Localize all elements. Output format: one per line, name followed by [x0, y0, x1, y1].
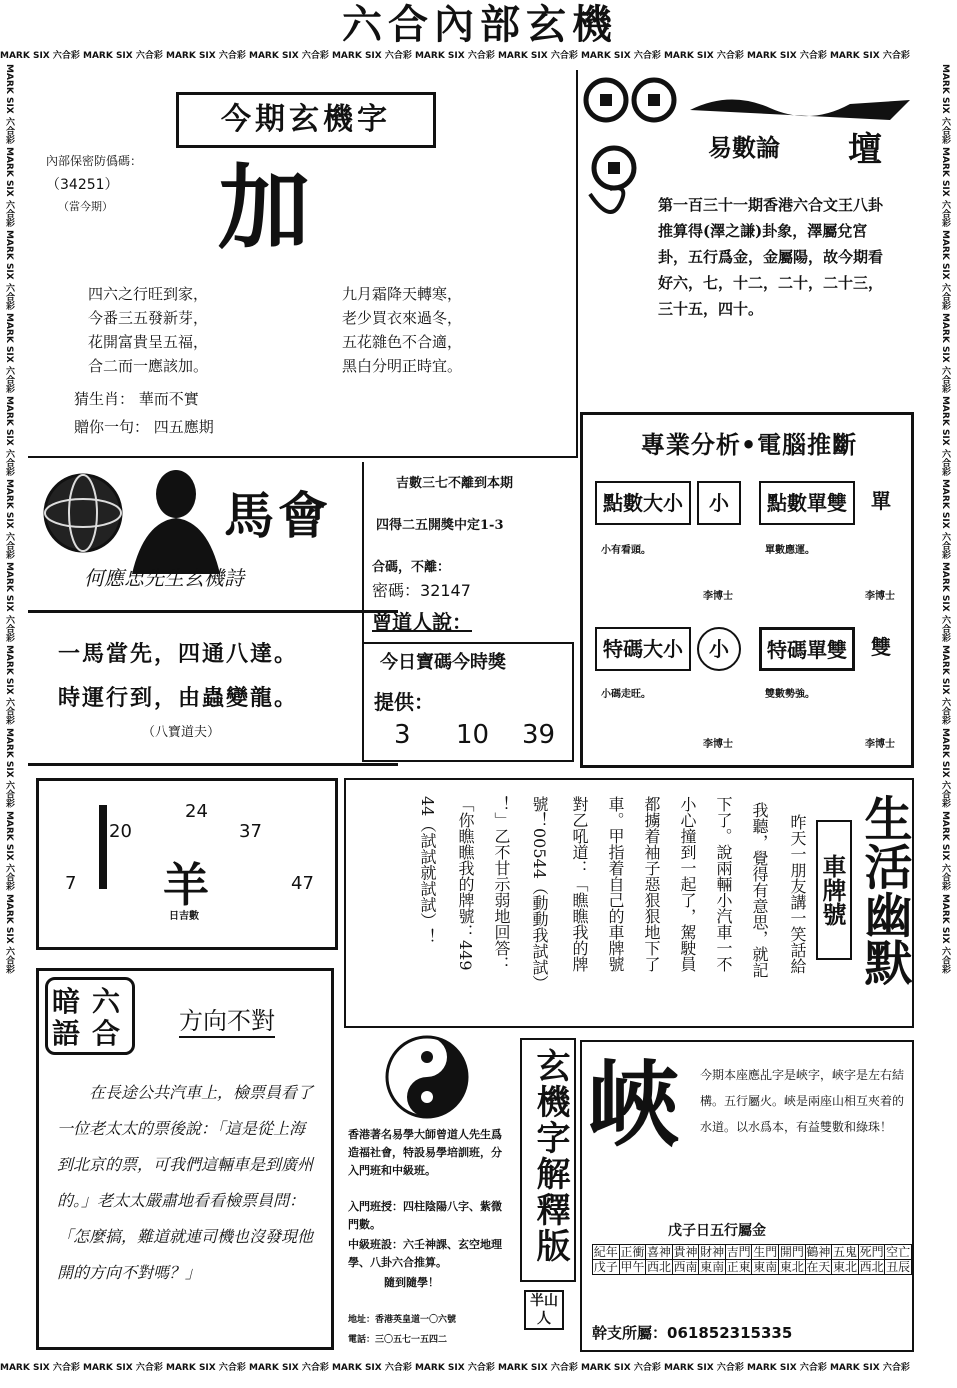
- humor-column: 對乙吼道：「瞧瞧我的牌: [570, 796, 589, 972]
- humor-panel: [344, 778, 914, 1028]
- gift-label: 贈你一句：: [74, 418, 150, 436]
- daily-caption: 日吉數: [169, 911, 199, 922]
- anyu-text: 在長途公共汽車上，檢票員看了一位老太太的票後說：「這是從上海到北京的票，可我們這輛車是到廣州的。」老太太嚴肅地看看檢票員問：「怎麼搞，難道就連司機也沒發現他開的方向不對嗎？」: [57, 1083, 314, 1282]
- wuxing-col-head: 空亡: [886, 1245, 911, 1259]
- ganzhi-label: 幹支所屬：: [592, 1324, 668, 1342]
- anyu-panel: [36, 968, 334, 1350]
- wuxing-col-head: 貴神: [673, 1245, 698, 1259]
- provide-number: 39: [522, 720, 556, 750]
- wuxing-col-head: 紀年: [593, 1245, 618, 1259]
- mahui-line-1: 一馬當先，四通八達。: [58, 641, 299, 667]
- daily-prize-panel: [362, 642, 574, 762]
- wuxing-cell: 東北: [779, 1260, 804, 1274]
- wuxing-cell: 正東: [726, 1260, 751, 1274]
- zijie-vertical-box: [520, 1038, 576, 1282]
- daily-prize: 今日寶碼今時獎: [380, 652, 506, 673]
- analysis-author: 李博士: [865, 591, 895, 602]
- mahui-sign: （八寶道夫）: [142, 725, 221, 740]
- provide-number: 10: [456, 720, 490, 750]
- jishu-secret-label: 密碼：: [372, 581, 421, 600]
- mahui-subtitle: 何應忠先生玄機詩: [84, 566, 244, 590]
- anyu-badge-left: 暗語: [52, 985, 81, 1050]
- humor-column: 小心撞到一起了，駕駛員: [678, 796, 697, 972]
- poem-right-line: 九月霜降天轉寒，: [342, 285, 463, 303]
- mahui-header: [28, 458, 358, 626]
- wuxing-col-head: 正衝: [620, 1245, 645, 1259]
- zodiac-label: 猜生肖：: [74, 390, 135, 408]
- yishu-title-tail: 壇: [848, 130, 882, 170]
- gift-value: 四五應期: [153, 418, 214, 436]
- wuxing-cell: 甲午: [620, 1260, 645, 1274]
- analysis-label-special-odd-even: 特碼單雙: [759, 627, 855, 671]
- mahui-title: 馬會: [224, 487, 332, 545]
- wuxing-col-head: 死門: [859, 1245, 884, 1259]
- humor-column: ！」乙不甘示弱地回答：: [492, 796, 511, 972]
- jishu-banner: 曾道人說：: [372, 610, 472, 634]
- xuanji-banner: 今期玄機字: [176, 92, 436, 148]
- right-strip: MARK SIX 六合彩 MARK SIX 六合彩 MARK SIX 六合彩 MARK SIX 六合彩 MARK SIX 六合彩 MARK SIX 六合彩 MARK SIX 六合彩 MARK SIX 六合彩 MARK SIX 六合彩 MARK SIX 六合彩 MARK SIX 六合彩: [940, 64, 950, 974]
- jishu-panel: [362, 462, 576, 642]
- ganzhi-value: 061852315335: [667, 1324, 793, 1342]
- wuxing-col-head: 鶴神: [806, 1245, 831, 1259]
- yishu-panel: [580, 70, 916, 400]
- zijie-seal: 半山人: [524, 1290, 564, 1330]
- globe-icon: [38, 468, 128, 558]
- ad-text: 香港著名易學大師曾道人先生爲造福社會，特設易學培訓班，分入門班和中級班。: [348, 1128, 502, 1177]
- daily-numbers-panel: [36, 778, 338, 950]
- jishu-secret-value: 32147: [420, 581, 471, 600]
- poem-right-line: 五花雜色不合適，: [342, 333, 463, 351]
- jishu-line-3: 合碼，不離：: [372, 560, 451, 575]
- humor-column: 下了。說兩輛小汽車一不: [714, 796, 733, 972]
- bottom-strip: MARK SIX 六合彩 MARK SIX 六合彩 MARK SIX 六合彩 MARK SIX 六合彩 MARK SIX 六合彩 MARK SIX 六合彩 MARK SIX 六合彩 MARK SIX 六合彩 MARK SIX 六合彩 MARK SIX 六合彩 MARK SIX 六合彩: [0, 1363, 910, 1373]
- wuxing-table: [592, 1244, 912, 1275]
- ad-phone: [348, 1332, 447, 1345]
- ad-class-2: 中級班設：六壬神課、玄空地理學、八卦六合推算。: [348, 1238, 502, 1269]
- analysis-label-point-size: 點數大小: [595, 481, 691, 525]
- anyu-badge-right: 六合: [92, 985, 121, 1050]
- mahui-line-2: 時運行到，由蟲變龍。: [58, 685, 299, 711]
- humor-column: 44（試試就試試）！: [418, 796, 437, 945]
- wuxing-cell: 戊子: [593, 1260, 618, 1274]
- brush-stroke-icon: [99, 805, 107, 889]
- wuxing-col-head: 開門: [779, 1245, 804, 1259]
- zodiac-value: 華而不實: [138, 390, 199, 408]
- daily-number: 20: [109, 821, 132, 842]
- top-strip: MARK SIX 六合彩 MARK SIX 六合彩 MARK SIX 六合彩 MARK SIX 六合彩 MARK SIX 六合彩 MARK SIX 六合彩 MARK SIX 六合彩 MARK SIX 六合彩 MARK SIX 六合彩 MARK SIX 六合彩 MARK SIX 六合彩: [0, 51, 910, 61]
- gift-phrase: [74, 416, 214, 437]
- humor-column: 都擄着袖子惡狠狠地下了: [642, 796, 661, 972]
- poem-left-line: 花開富貴呈五福，: [88, 333, 209, 351]
- daily-number: 37: [239, 821, 262, 842]
- ad-phone-label: 電話：: [348, 1335, 376, 1345]
- poem-right: [342, 282, 462, 378]
- poem-left-line: 今番三五發新芽，: [88, 309, 209, 327]
- portrait-icon: [124, 462, 220, 574]
- secret-code-label: 內部保密防僞碼：: [46, 154, 143, 168]
- analysis-panel: [580, 412, 914, 768]
- zijie-big-char: 峽: [588, 1052, 681, 1159]
- poem-left-line: 四六之行旺到家，: [88, 285, 209, 303]
- jishu-line-1: 吉數三七不離到本期: [396, 476, 514, 491]
- ad-panel: [344, 1032, 512, 1352]
- left-strip: MARK SIX 六合彩 MARK SIX 六合彩 MARK SIX 六合彩 MARK SIX 六合彩 MARK SIX 六合彩 MARK SIX 六合彩 MARK SIX 六合彩 MARK SIX 六合彩 MARK SIX 六合彩 MARK SIX 六合彩 MARK SIX 六合彩: [4, 64, 14, 974]
- daily-number: 47: [291, 873, 314, 894]
- provide-label: 提供：: [374, 690, 434, 714]
- wuxing-cell: 東北: [832, 1260, 857, 1274]
- analysis-author: 李博士: [865, 739, 895, 750]
- ad-address: [348, 1312, 456, 1325]
- yishu-title: 易數論: [708, 133, 780, 162]
- page-title: 六合內部玄機: [342, 2, 618, 48]
- mahui-poem: [28, 610, 398, 766]
- xuanji-big-char: 加: [218, 155, 311, 262]
- wuxing-cell: 在天: [806, 1260, 831, 1274]
- wuxing-cell: 丑辰: [886, 1260, 911, 1274]
- ad-tail: 隨到隨學！: [384, 1276, 439, 1289]
- analysis-value-point-odd-even: 單: [871, 489, 891, 513]
- daily-number: 7: [65, 873, 77, 894]
- ad-class-1: 入門班授：四柱陰陽八字、紫微門數。: [348, 1200, 502, 1231]
- ad-phone-value: 三〇五七一五四二: [375, 1335, 448, 1345]
- analysis-value-point-size: 小: [697, 481, 741, 525]
- humor-column: 我聽，覺得有意思，就記: [750, 802, 769, 978]
- zijie-text: 今期本座應乩字是峽字，峽字是左右結構。五行屬火。峽是兩座山相互夾着的水道。以水爲本，有益雙數和綠珠！: [700, 1068, 905, 1134]
- humor-columns: [378, 792, 810, 1024]
- humor-column: 「你瞧瞧我的牌號：449: [456, 796, 475, 971]
- provide-number: 3: [394, 720, 411, 750]
- zijie-vertical-title: 玄機字解釋版: [530, 1048, 570, 1264]
- poem-left-line: 合二而一應該加。: [88, 357, 209, 375]
- humor-column: 號！00544（動動我試試）: [530, 796, 549, 991]
- analysis-title: 專業分析•電腦推斷: [640, 431, 858, 459]
- wuxing-cell: 西南: [673, 1260, 698, 1274]
- poem-right-line: 老少買衣來過冬，: [342, 309, 463, 327]
- secret-code: （34251）: [46, 177, 119, 193]
- wuxing-col-head: 吉門: [726, 1245, 751, 1259]
- anyu-badge: [45, 977, 135, 1055]
- jishu-line-4: [372, 578, 471, 601]
- humor-subtitle: 車牌號: [816, 820, 852, 960]
- yishu-text: 第一百三十一期香港六合文王八卦推算得(澤之謙)卦象，澤屬兌宮卦，五行爲金，金屬陽，故今期看好六，七，十二，二十，二十三，三十五，四十。: [658, 196, 884, 318]
- analysis-value-special-odd-even: 雙: [871, 635, 891, 659]
- zijie-panel: [580, 1040, 914, 1352]
- humor-column: 昨天一朋友講一笑話給: [788, 814, 807, 974]
- wuxing-cell: 東南: [700, 1260, 725, 1274]
- wuxing-cell: 西北: [859, 1260, 884, 1274]
- wuxing-table-title: 戊子日五行屬金: [668, 1223, 766, 1239]
- daily-zodiac: 羊: [163, 858, 209, 912]
- wuxing-col-head: 財神: [700, 1245, 725, 1259]
- poem-left: [88, 282, 208, 378]
- wuxing-col-head: 喜神: [646, 1245, 671, 1259]
- zodiac-guess: [74, 388, 199, 409]
- ganzhi-footer: [592, 1322, 792, 1343]
- poem-right-line: 黑白分明正時宜。: [342, 357, 463, 375]
- jishu-line-2: 四得二五開獎中定1-3: [376, 518, 504, 533]
- wuxing-col-head: 五鬼: [832, 1245, 857, 1259]
- analysis-value-special-size: 小: [697, 627, 741, 671]
- analysis-note: 單數應運。: [765, 545, 815, 556]
- yin-yang-icon: [384, 1034, 470, 1120]
- analysis-label-point-odd-even: 點數單雙: [759, 481, 855, 525]
- ad-address-value: 香港英皇道一〇六號: [375, 1315, 457, 1325]
- analysis-note: 小碼走旺。: [601, 689, 651, 700]
- analysis-author: 李博士: [703, 739, 733, 750]
- xuanji-panel: [28, 70, 578, 458]
- humor-title: 生活幽默: [856, 794, 912, 986]
- daily-number: 24: [185, 801, 208, 822]
- analysis-note: 雙數勢強。: [765, 689, 815, 700]
- wuxing-cell: 東南: [753, 1260, 778, 1274]
- wuxing-col-head: 生門: [753, 1245, 778, 1259]
- anyu-title: 方向不對: [179, 1001, 275, 1038]
- analysis-label-special-size: 特碼大小: [595, 627, 691, 671]
- humor-column: 車。甲指着自己的車牌號: [606, 796, 625, 972]
- issue-note: （當今期）: [58, 200, 113, 213]
- analysis-note: 小有看頭。: [601, 545, 651, 556]
- analysis-author: 李博士: [703, 591, 733, 602]
- ad-address-label: 地址：: [348, 1315, 376, 1325]
- wuxing-cell: 西北: [646, 1260, 671, 1274]
